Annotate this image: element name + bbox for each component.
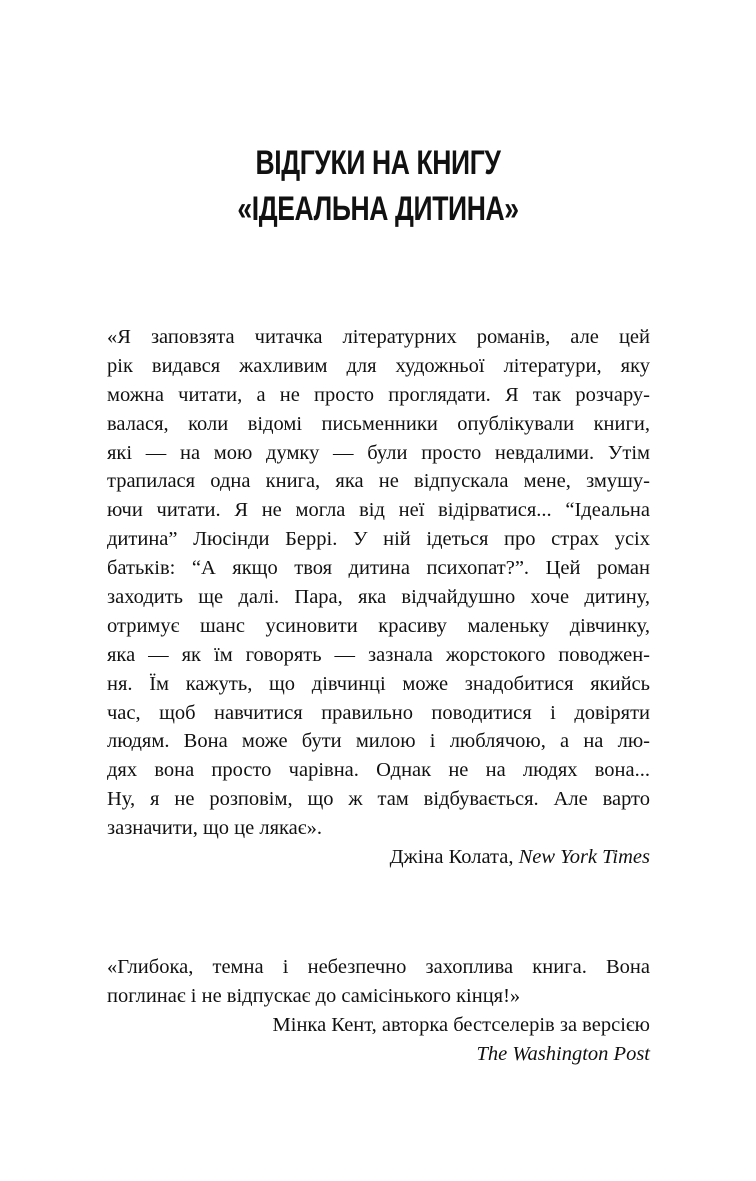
quote-line: можна читати, а не просто проглядати. Я так розчару- bbox=[107, 383, 650, 406]
review-attribution bbox=[107, 843, 650, 872]
quote-line: батьків: “А якщо твоя дитина психопат?”. Цей роман bbox=[107, 557, 650, 580]
attribution-author: Джіна Колата, bbox=[389, 846, 519, 869]
quote-line: валася, коли відомі письменники опублікували книги, bbox=[107, 412, 650, 435]
title-line-2: «ІДЕАЛЬНА ДИТИНА» bbox=[237, 190, 519, 228]
quote-line: ня. Їм кажуть, що дівчинці може знадобитися якийсь bbox=[107, 672, 650, 695]
title-line-1: ВІДГУКИ НА КНИГУ bbox=[255, 144, 501, 182]
quote-line: трапилася одна книга, яка не відпускала мене, змушу- bbox=[107, 470, 650, 493]
quote-line: ючи читати. Я не могла від неї відірватися... “Ідеальна bbox=[107, 499, 650, 522]
attribution-source: The Washington Post bbox=[476, 1042, 650, 1065]
review-attribution-source-line bbox=[107, 1040, 650, 1069]
quote-line: яка — як їм говорять — зазнала жорстокого поводжен- bbox=[107, 643, 650, 666]
quote-line: заходить ще далі. Пара, яка відчайдушно хоче дитину, bbox=[107, 586, 650, 609]
quote-line: Ну, я не розповім, що ж там відбувається. Але варто bbox=[107, 788, 650, 811]
quote-line: зазначити, що це лякає». bbox=[107, 817, 322, 840]
quote-line: які — на мою думку — були просто невдалими. Утім bbox=[107, 441, 650, 464]
quote-line: дях вона просто чарівна. Однак не на людях вона... bbox=[107, 759, 650, 782]
quote-line: «Я заповзята читачка літературних романів, але цей bbox=[107, 326, 650, 348]
quote-line: «Глибока, темна і небезпечно захоплива книга. Вона bbox=[107, 956, 650, 978]
review-attribution-author: Мінка Кент, авторка бестселерів за версією bbox=[272, 1013, 650, 1036]
quote-line: поглинає і не відпускає до самісінького кінця!» bbox=[107, 984, 521, 1007]
review-quote-1 bbox=[107, 323, 650, 872]
quote-line: людям. Вона може бути милою і люблячою, а на лю- bbox=[107, 730, 650, 753]
quote-line: отримує шанс усиновити красиву маленьку дівчинку, bbox=[107, 614, 650, 637]
quote-line: час, щоб навчитися правильно поводитися і довіряти bbox=[107, 701, 650, 724]
quote-line: рік видався жахливим для художньої літератури, яку bbox=[107, 354, 650, 377]
page-title bbox=[83, 140, 673, 232]
review-quote-2 bbox=[107, 953, 650, 1069]
quote-line: дитина” Люсінди Беррі. У ній ідеться про страх усіх bbox=[107, 528, 650, 551]
attribution-source: New York Times bbox=[518, 846, 650, 869]
